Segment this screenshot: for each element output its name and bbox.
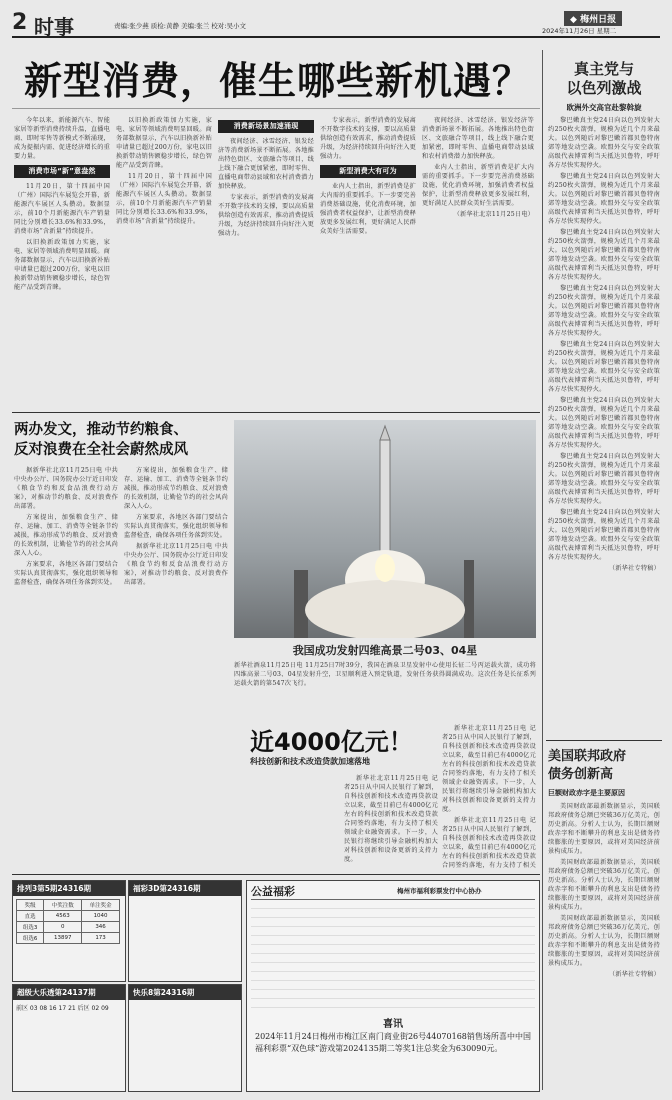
food-column-2	[124, 466, 228, 718]
prize-header-level: 奖级	[17, 900, 44, 911]
page-header	[12, 10, 660, 38]
lead-column-3	[218, 116, 314, 406]
food-headline-line-2: 反对浪费在全社会蔚然成风	[14, 442, 188, 458]
table-cell: 组选6	[17, 933, 44, 944]
satellite-caption-text: 新华社酒泉11月25日电 11月25日7时39分，我国在酒泉卫星发射中心使用长征二号丙运载火箭，成功将四维高景二号03、04星发射升空，卫星顺利进入预定轨道，发射任务获得圆满成功。这次任务是长征系列运载火箭的第547次飞行。	[234, 662, 536, 687]
lead-subhead-3: 新型消费大有可为	[320, 165, 416, 178]
story1-text-2: 黎巴嫩真主党24日向以色列发射大约250枚火箭弹，规模为近几个月来最大。以色列随后对黎巴嫩首都贝鲁特南郊等地发动空袭。欧盟外交与安全政策高级代表博雷利当天抵达贝鲁特，呼吁各方尽快实现停火。	[548, 173, 660, 225]
story2-title	[548, 748, 660, 784]
lotto-numbers: 前区 03 08 16 17 21 后区 02 09	[16, 1005, 109, 1012]
lottery-box-4	[128, 984, 242, 1092]
table-row	[17, 933, 120, 944]
welfare-ad	[246, 880, 540, 1092]
table-cell: 13897	[44, 933, 82, 944]
food-body-3: 方案要求，各地区各部门要结合实际认真贯彻落实，强化组织领导和监督检查，确保各项任务落到实处。	[14, 561, 118, 586]
story1-subtitle: 欧洲外交高官赴黎斡旋	[566, 103, 642, 112]
food-headline	[14, 420, 242, 460]
issue-date: 2024年11月26日 星期二	[542, 27, 617, 35]
table-cell: 0	[44, 922, 82, 933]
table-row	[17, 922, 120, 933]
loans-body-c: 新华社北京11月25日电 记者25日从中国人民银行了解到，自科技创新和技术改造再贷款设立以来，截至目前已有4000亿元左右的科技创新和技术改造贷款合同签约落地，有力支持了相关	[442, 817, 536, 869]
lead-column-2	[116, 116, 212, 406]
lead-body-4: 专家表示，新型消费的发展离不开数字技术的支撑，要以高质量供给创造有效需求，推动消费提质升级，为经济持续回升向好注入更强动力。	[218, 194, 314, 237]
story1-title-line-1: 真主党与	[573, 60, 634, 78]
notice-title: 喜讯	[383, 1019, 403, 1030]
rocket-launch-illustration	[234, 420, 536, 638]
lead-body-2b: 以旧换新政策加力实施，家电、家居等领域消费明显回暖。商务部数据显示，汽车以旧换新补贴申请量已超过200万份，家电以旧换新带动销售额稳步增长，绿色智能产品受到青睐。	[116, 117, 212, 169]
lead-headline: 新型消费，催生哪些新机遇？	[24, 59, 532, 103]
story2-source: （新华社专特稿）	[608, 971, 660, 978]
notice-text: 2024年11月24日梅州市梅江区南门商业街26号44070168销售场所喜中中国福利彩票“双色球”游戏第2024135期二等奖1注总奖金为630090元。	[255, 1032, 531, 1053]
table-cell: 1040	[82, 911, 120, 922]
story2-text-3: 美国财政部最新数据显示，美国联邦政府债务总额已突破36万亿美元，创历史新高。分析人士认为，长期巨额财政赤字和不断攀升的利息支出是债务持续膨胀的主要原因，或将对美国经济前景构成压力。	[548, 915, 660, 967]
loans-column-1	[344, 774, 438, 870]
loans-body: 新华社北京11月25日电 记者25日从中国人民银行了解到，自科技创新和技术改造再贷款设立以来，截至目前已有4000亿元左右的科技创新和技术改造贷款合同签约落地，有力支持了相关领域企业融资需求。下一步，人民银行将继续引导金融机构加大对科技创新和设备更新的支持力度。	[344, 775, 438, 863]
lead-body-5b: 业内人士指出，新型消费是扩大内需的重要抓手。下一步要完善消费基础设施，优化消费环境，加强消费者权益保护，让新型消费释放更多发展红利，更好满足人民群众美好生活需要。	[422, 164, 534, 207]
masthead-icon: ◆	[570, 15, 577, 25]
table-cell: 4563	[44, 911, 82, 922]
lottery-box-2-title: 福彩3D第24316期	[129, 881, 241, 896]
lead-body-5: 业内人士指出，新型消费是扩大内需的重要抓手。下一步要完善消费基础设施，优化消费环境，加强消费者权益保护，让新型消费释放更多发展红利，更好满足人民群众美好生活需要。	[320, 183, 416, 235]
lottery-box-3	[12, 984, 126, 1092]
food-headline-line-1: 两办发文，推动节约粮食、	[14, 422, 188, 438]
story1-text-8: 黎巴嫩真主党24日向以色列发射大约250枚火箭弹，规模为近几个月来最大。以色列随后对黎巴嫩首都贝鲁特南郊等地发动空袭。欧盟外交与安全政策高级代表博雷利当天抵达贝鲁特，呼吁各方尽快实现停火。	[548, 509, 660, 561]
food-body-3b: 方案要求，各地区各部门要结合实际认真贯彻落实，强化组织领导和监督检查，确保各项任务落到实处。	[124, 514, 228, 539]
story2-title-line-1: 美国联邦政府	[548, 749, 627, 764]
story1-title	[548, 60, 660, 98]
story1-text-3: 黎巴嫩真主党24日向以色列发射大约250枚火箭弹，规模为近几个月来最大。以色列随后对黎巴嫩首都贝鲁特南郊等地发动空袭。欧盟外交与安全政策高级代表博雷利当天抵达贝鲁特，呼吁各方尽快实现停火。	[548, 229, 660, 281]
prize-table	[16, 899, 120, 944]
loans-body-b: 新华社北京11月25日电 记者25日从中国人民银行了解到，自科技创新和技术改造再贷款设立以来，截至目前已有4000亿元左右的科技创新和技术改造贷款合同签约落地，有力支持了相关领域企业融资需求。下一步，人民银行将继续引导金融机构加大对科技创新和设备更新的支持力度。	[442, 725, 536, 813]
lead-subhead-1: 消费市场“新”意盎然	[14, 165, 110, 178]
table-row	[17, 911, 120, 922]
prize-table-header	[17, 900, 120, 911]
lead-body-2: 以旧换新政策加力实施，家电、家居等领域消费明显回暖。商务部数据显示，汽车以旧换新补贴申请量已超过200万份，家电以旧换新带动销售额稳步增长，绿色智能产品受到青睐。	[14, 239, 110, 291]
section-title: 时事	[34, 15, 74, 39]
lead-column-4	[320, 116, 416, 406]
story2-text-1: 美国财政部最新数据显示，美国联邦政府债务总额已突破36万亿美元，创历史新高。分析人士认为，长期巨额财政赤字和不断攀升的利息支出是债务持续膨胀的主要原因，或将对美国经济前景构成压力。	[548, 803, 660, 855]
masthead-name: 梅州日报	[580, 15, 617, 25]
loans-headline: 近4000亿元！	[250, 728, 413, 756]
food-column-1	[14, 466, 118, 718]
story2-text-2: 美国财政部最新数据显示，美国联邦政府债务总额已突破36万亿美元，创历史新高。分析人士认为，长期巨额财政赤字和不断攀升的利息支出是债务持续膨胀的主要原因，或将对美国经济前景构成压力。	[548, 859, 660, 911]
food-body-2: 方案提出，加强粮食生产、储存、运输、加工、消费等全链条节约减损，推动形成节约粮食、反对浪费的长效机制，让勤俭节约的社会风尚深入人心。	[14, 514, 118, 557]
lead-body-3: 夜间经济、冰雪经济、银发经济等消费新场景不断拓展。各地推出特色街区、文旅融合等项目，线上线下融合更加紧密，即时零售、直播电商带动县域和农村消费潜力加快释放。	[218, 138, 314, 190]
lottery-box-3-title: 超级大乐透第24137期	[13, 985, 125, 1000]
satellite-caption-title: 我国成功发射四维高景二号03、04星	[292, 644, 478, 657]
lead-body-3b: 夜间经济、冰雪经济、银发经济等消费新场景不断拓展。各地推出特色街区、文旅融合等项目，线上线下融合更加紧密，即时零售、直播电商带动县域和农村消费潜力加快释放。	[422, 117, 534, 160]
welfare-center: 梅州市福利彩票发行中心协办	[397, 887, 482, 895]
story1-text-4: 黎巴嫩真主党24日向以色列发射大约250枚火箭弹，规模为近几个月来最大。以色列随后对黎巴嫩首都贝鲁特南郊等地发动空袭。欧盟外交与安全政策高级代表博雷利当天抵达贝鲁特，呼吁各方尽快实现停火。	[548, 285, 660, 337]
prize-header-count: 中奖注数	[44, 900, 82, 911]
masthead-logo	[564, 11, 622, 26]
lead-body-4b: 专家表示，新型消费的发展离不开数字技术的支撑，要以高质量供给创造有效需求，推动消费提质升级，为经济持续回升向好注入更强动力。	[320, 117, 416, 160]
story2-body	[548, 802, 660, 1090]
satellite-photo	[234, 420, 536, 638]
table-cell: 直选	[17, 911, 44, 922]
food-body-1b: 据新华社北京11月25日电 中共中央办公厅、国务院办公厅近日印发《粮食节约和反食品浪费行动方案》，对推动节约粮食、反对浪费作出部署。	[124, 543, 228, 586]
lead-subhead-2: 消费新场景加速涌现	[218, 120, 314, 133]
story1-title-line-2: 以色列激战	[566, 79, 642, 97]
page-number: 2	[12, 10, 28, 35]
food-body-2b: 方案提出，加强粮食生产、储存、运输、加工、消费等全链条节约减损，推动形成节约粮食、反对浪费的长效机制，让勤俭节约的社会风尚深入人心。	[124, 467, 228, 510]
lead-column-5	[422, 116, 534, 406]
welfare-divider	[251, 899, 535, 1010]
lead-body-1b: 11月20日，第十四届中国（广州）国际汽车展览会开幕，新能源汽车展区人头攒动。数据显示，前10个月新能源汽车产销量同比分别增长33.6%和33.9%，消费市场“含新量”持续提升。	[116, 173, 212, 225]
prize-header-amount: 单注奖金	[82, 900, 120, 911]
lottery-box-1-title: 排列3第5期24316期	[13, 881, 125, 896]
lottery-box-1	[12, 880, 126, 982]
staff-credits: 责编:张少燕 质检:黄静 美编:张兰 校对:吴小文	[114, 22, 246, 30]
story2-title-line-2: 债务创新高	[548, 767, 614, 782]
table-cell: 346	[82, 922, 120, 933]
story1-text-5: 黎巴嫩真主党24日向以色列发射大约250枚火箭弹，规模为近几个月来最大。以色列随后对黎巴嫩首都贝鲁特南郊等地发动空袭。欧盟外交与安全政策高级代表博雷利当天抵达贝鲁特，呼吁各方尽快实现停火。	[548, 341, 660, 393]
lottery-box-4-title: 快乐8第24316期	[129, 985, 241, 1000]
food-body-1: 据新华社北京11月25日电 中共中央办公厅、国务院办公厅近日印发《粮食节约和反食品浪费行动方案》，对推动节约粮食、反对浪费作出部署。	[14, 467, 118, 510]
story1-text-6: 黎巴嫩真主党24日向以色列发射大约250枚火箭弹，规模为近几个月来最大。以色列随后对黎巴嫩首都贝鲁特南郊等地发动空袭。欧盟外交与安全政策高级代表博雷利当天抵达贝鲁特，呼吁各方尽快实现停火。	[548, 397, 660, 449]
loans-column-2	[442, 724, 536, 870]
lead-source: （新华社北京11月25日电）	[453, 211, 534, 218]
welfare-title: 公益福彩	[251, 885, 295, 898]
lead-intro: 今年以来，新能源汽车、智能家居等新型消费持续升温，直播电商、即时零售等新模式不断涌现，成为提振内需、促进经济增长的重要力量。	[14, 117, 110, 160]
satellite-caption	[234, 640, 536, 705]
table-cell: 173	[82, 933, 120, 944]
loans-subtitle: 科技创新和技术改造贷款加速落地	[250, 756, 370, 766]
story1-body	[548, 116, 660, 736]
lottery-box-2	[128, 880, 242, 982]
lead-column-1	[14, 116, 110, 406]
story1-text-1: 黎巴嫩真主党24日向以色列发射大约250枚火箭弹，规模为近几个月来最大。以色列随后对黎巴嫩首都贝鲁特南郊等地发动空袭。欧盟外交与安全政策高级代表博雷利当天抵达贝鲁特，呼吁各方尽快实现停火。	[548, 117, 660, 169]
table-cell: 组选3	[17, 922, 44, 933]
story1-text-7: 黎巴嫩真主党24日向以色列发射大约250枚火箭弹，规模为近几个月来最大。以色列随后对黎巴嫩首都贝鲁特南郊等地发动空袭。欧盟外交与安全政策高级代表博雷利当天抵达贝鲁特，呼吁各方尽快实现停火。	[548, 453, 660, 505]
lead-body-1: 11月20日，第十四届中国（广州）国际汽车展览会开幕，新能源汽车展区人头攒动。数据显示，前10个月新能源汽车产销量同比分别增长33.6%和33.9%，消费市场“含新量”持续提升。	[14, 183, 110, 235]
story2-subtitle: 巨额财政赤字是主要原因	[548, 788, 625, 797]
story1-source: （新华社专特稿）	[608, 565, 660, 572]
